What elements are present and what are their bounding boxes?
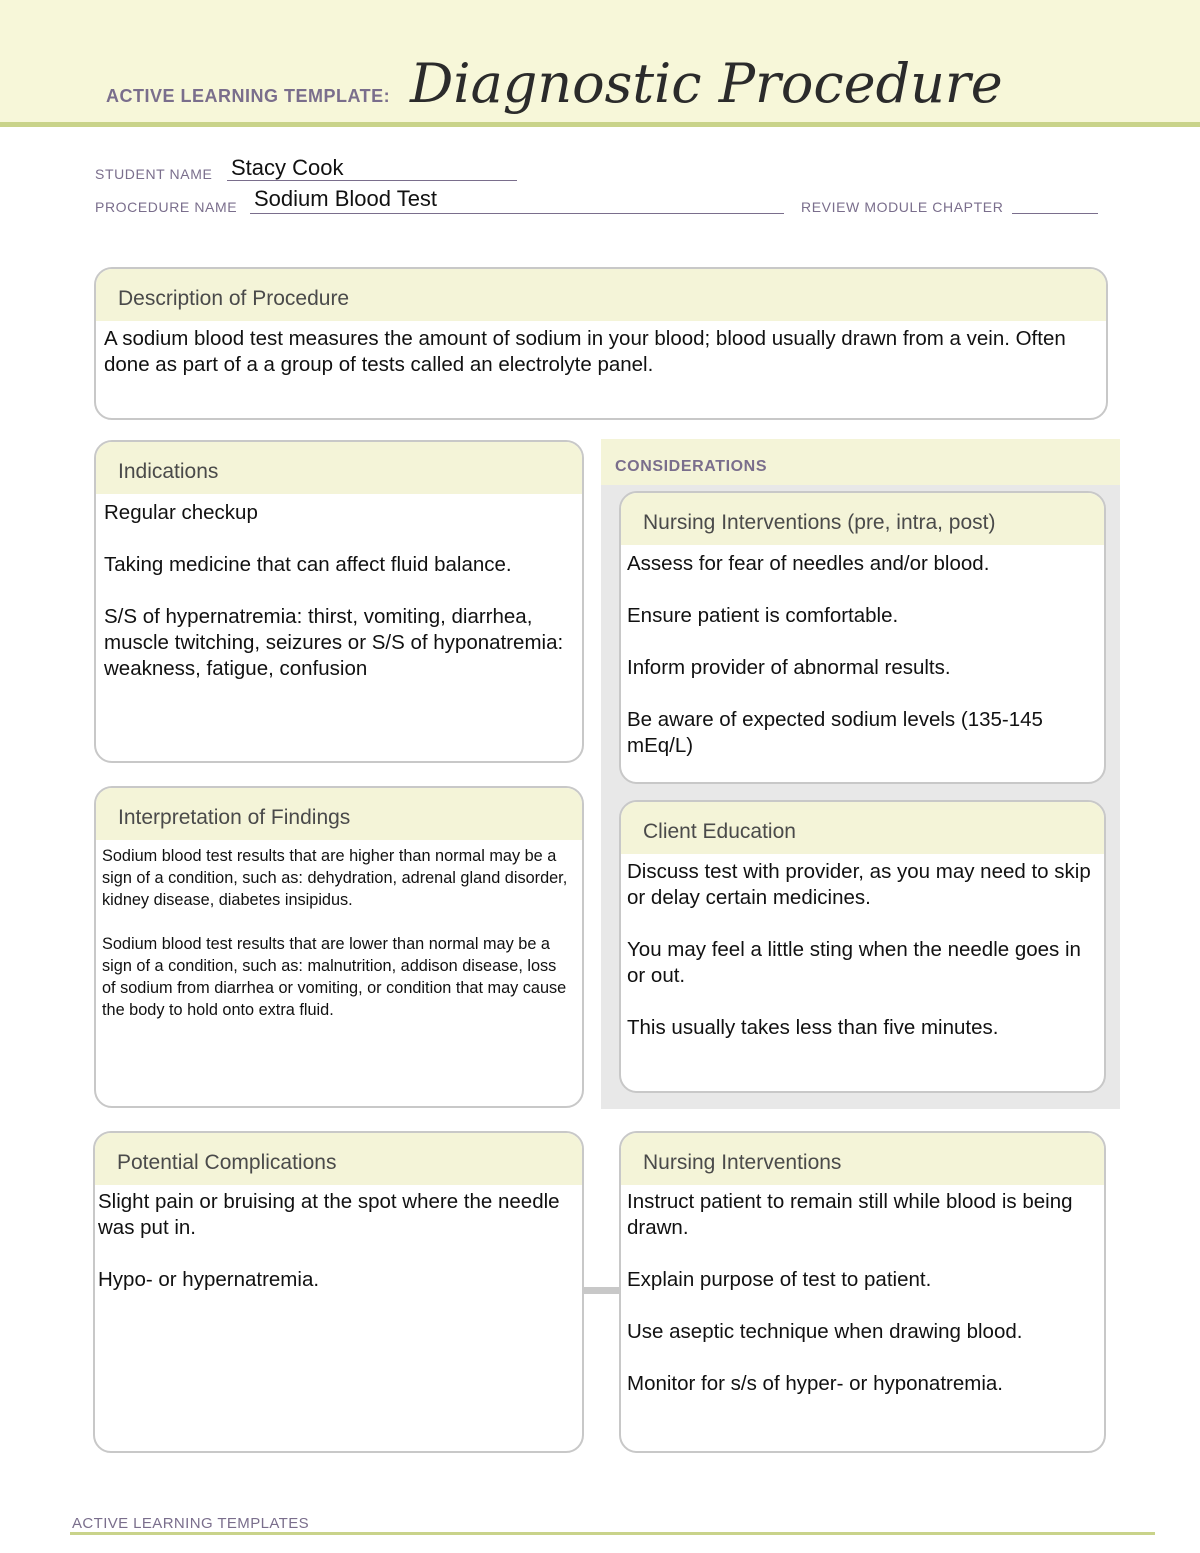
complications-title: Potential Complications (117, 1151, 337, 1174)
interpretation-title: Interpretation of Findings (118, 806, 351, 829)
considerations-title: CONSIDERATIONS (615, 458, 768, 475)
nursing-pre-intra-post-item: Inform provider of abnormal results. (627, 656, 951, 679)
client-education-body (627, 859, 1096, 1041)
client-education-item: You may feel a little sting when the needle goes in or out. (627, 938, 1081, 987)
interpretation-item: Sodium blood test results that are higher than normal may be a sign of a condition, such as: dehydration, adrenal gland disorder, kidney disease, diabetes insipidus. (102, 847, 568, 909)
review-module-field[interactable] (1012, 213, 1098, 214)
complications-box (93, 1131, 584, 1453)
nursing-pre-intra-post-item: Assess for fear of needles and/or blood. (627, 552, 990, 575)
complications-body (98, 1189, 574, 1293)
procedure-name-field[interactable]: Sodium Blood Test (254, 186, 438, 211)
page-title: Diagnostic Procedure (410, 52, 1003, 115)
nursing-interventions-box (619, 1131, 1106, 1453)
procedure-name-label: PROCEDURE NAME (95, 199, 238, 215)
nursing-pre-intra-post-body (627, 551, 1096, 759)
indications-item: S/S of hypernatremia: thirst, vomiting, diarrhea, muscle twitching, seizures or S/S of hyponatremia: weakness, fatigue, confusion (104, 605, 564, 680)
nursing-pre-intra-post-box (619, 491, 1106, 784)
student-name-label: STUDENT NAME (95, 166, 213, 182)
interpretation-body (102, 845, 574, 1021)
complications-item: Hypo- or hypernatremia. (98, 1268, 320, 1291)
nursing-pre-intra-post-item: Ensure patient is comfortable. (627, 604, 899, 627)
nursing-interventions-item: Instruct patient to remain still while blood is being drawn. (627, 1190, 1073, 1239)
nursing-pre-intra-post-title: Nursing Interventions (pre, intra, post) (643, 511, 996, 534)
nursing-interventions-item: Monitor for s/s of hyper- or hyponatremia. (627, 1372, 1003, 1395)
description-title: Description of Procedure (118, 287, 350, 310)
connector-bar (583, 1287, 621, 1294)
indications-item: Regular checkup (104, 501, 258, 524)
procedure-name-line (250, 213, 784, 214)
indications-body (104, 500, 574, 682)
nursing-pre-intra-post-item: Be aware of expected sodium levels (135-145 mEq/L) (627, 708, 1043, 757)
complications-item: Slight pain or bruising at the spot where the needle was put in. (98, 1190, 560, 1239)
header-rule (0, 122, 1200, 127)
indications-box (94, 440, 584, 763)
client-education-box (619, 800, 1106, 1093)
client-education-title: Client Education (643, 820, 796, 843)
footer-rule (70, 1532, 1155, 1535)
interpretation-box (94, 786, 584, 1108)
template-label: ACTIVE LEARNING TEMPLATE: (106, 86, 391, 106)
student-name-field[interactable]: Stacy Cook (231, 155, 344, 180)
nursing-interventions-item: Explain purpose of test to patient. (627, 1268, 932, 1291)
description-box (94, 267, 1108, 420)
review-module-label: REVIEW MODULE CHAPTER (801, 199, 1004, 215)
nursing-interventions-title: Nursing Interventions (643, 1151, 842, 1174)
indications-title: Indications (118, 460, 219, 483)
client-education-item: This usually takes less than five minutes. (627, 1016, 999, 1039)
nursing-interventions-item: Use aseptic technique when drawing blood. (627, 1320, 1023, 1343)
indications-item: Taking medicine that can affect fluid balance. (104, 553, 512, 576)
interpretation-item: Sodium blood test results that are lower than normal may be a sign of a condition, such as: malnutrition, addison disease, loss of sodium from diarrhea or vomiting, or condition that may cause the body to hold onto extra fluid. (102, 935, 567, 1019)
client-education-item: Discuss test with provider, as you may need to skip or delay certain medicines. (627, 860, 1091, 909)
nursing-interventions-body (627, 1189, 1096, 1397)
footer-text: ACTIVE LEARNING TEMPLATES (72, 1515, 309, 1532)
description-text: A sodium blood test measures the amount of sodium in your blood; blood usually drawn from a vein. Often done as part of a a group of tests called an electrolyte panel. (104, 327, 1066, 376)
